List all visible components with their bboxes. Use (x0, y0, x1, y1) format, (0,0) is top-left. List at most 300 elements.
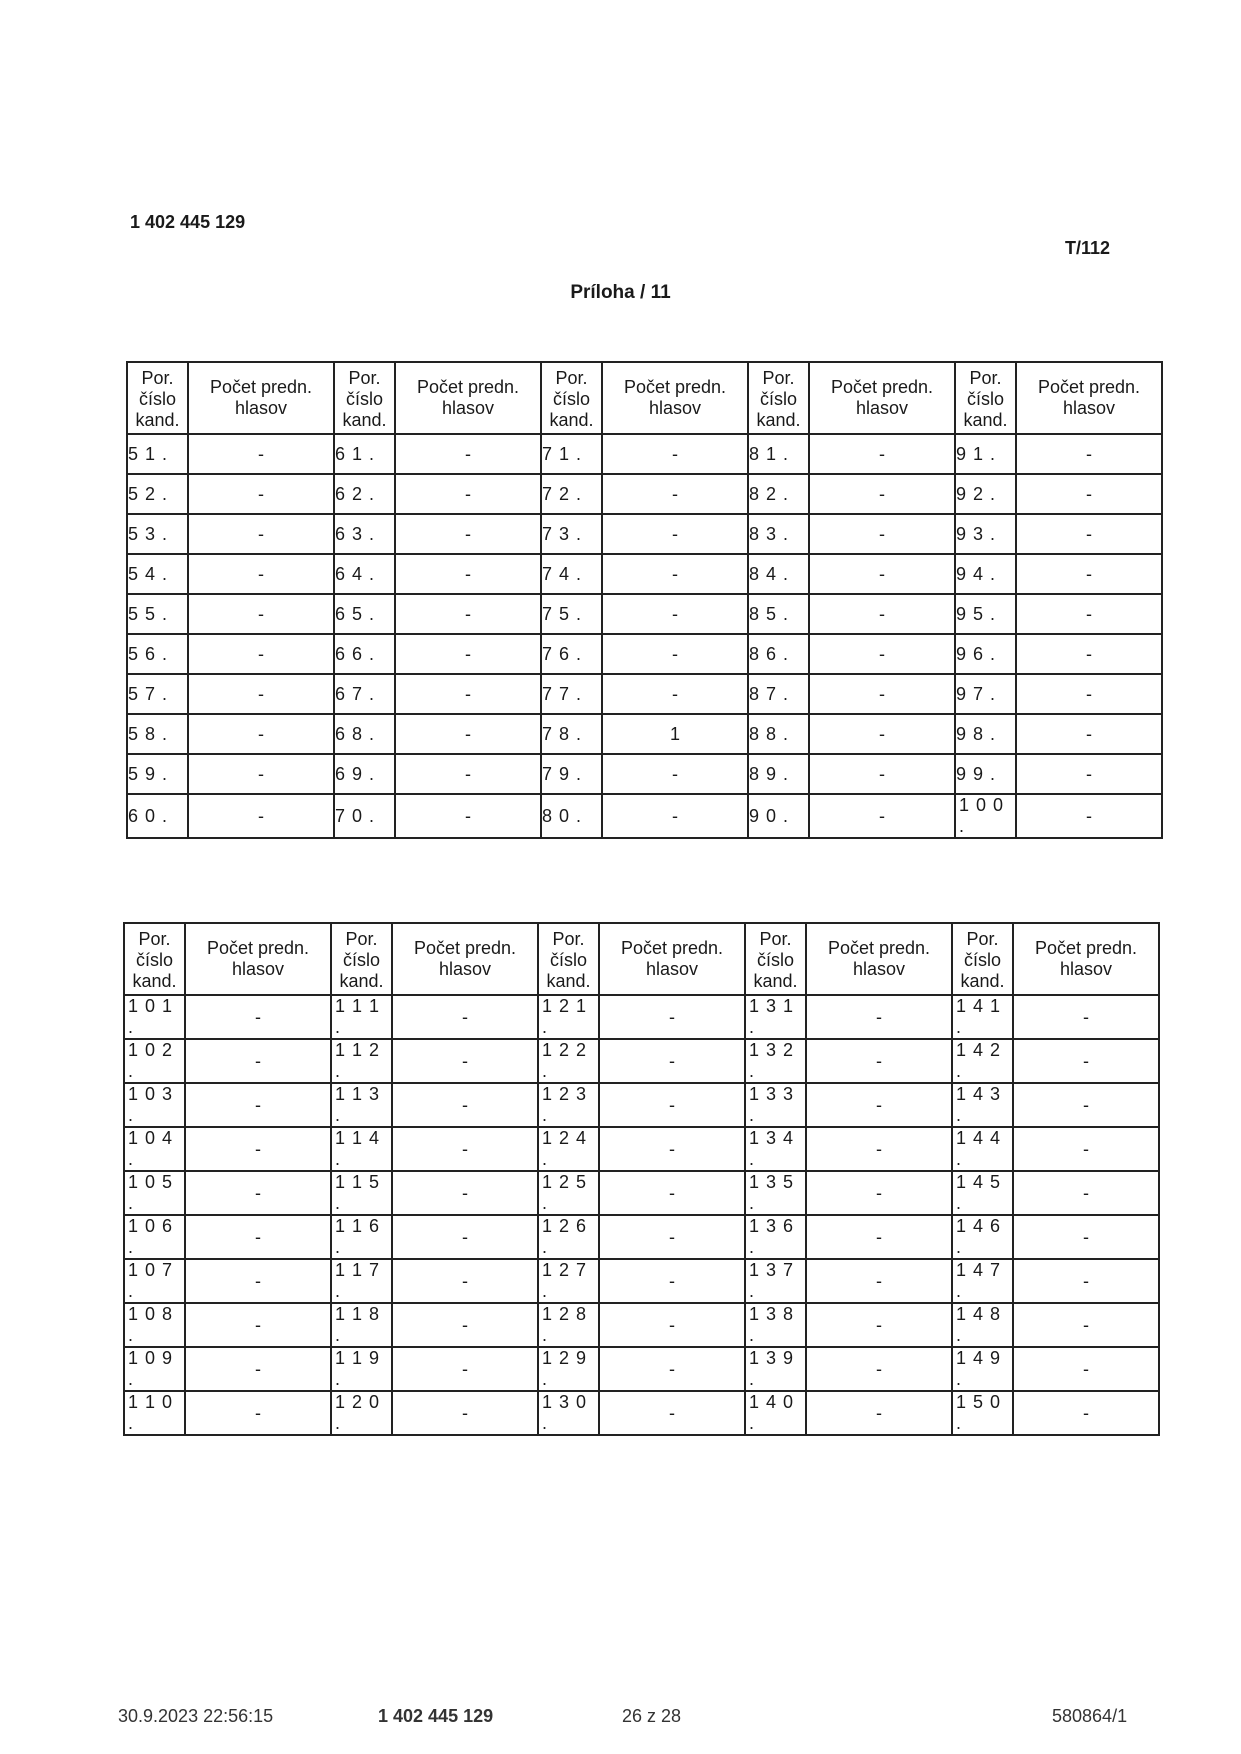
preference-votes-cell: - (185, 1215, 331, 1259)
candidate-number-cell: 1 3 9 . (745, 1347, 806, 1391)
header-line: Počet predn. (620, 938, 724, 958)
table-row (127, 674, 1162, 714)
table-row (127, 714, 1162, 754)
preference-votes-cell: - (1013, 1391, 1159, 1435)
preference-votes-cell: - (392, 1083, 538, 1127)
candidate-number-cell: 1 3 5 . (745, 1171, 806, 1215)
candidate-number-cell: 1 0 3 . (124, 1083, 185, 1127)
preference-votes-cell: - (599, 995, 745, 1039)
column-header-candidate-number (334, 362, 395, 434)
candidate-number-cell: 7 0 . (334, 794, 395, 838)
candidate-number-cell: 1 2 8 . (538, 1303, 599, 1347)
table-row (127, 474, 1162, 514)
candidate-number-cell: 9 9 . (955, 754, 1016, 794)
header-line: hlasov (648, 398, 702, 418)
preference-votes-cell: - (806, 1391, 952, 1435)
candidate-number-cell: 1 1 8 . (331, 1303, 392, 1347)
header-line: číslo (345, 388, 383, 409)
preference-votes-cell: - (1016, 794, 1162, 838)
preference-votes-cell: - (395, 514, 541, 554)
candidate-number-cell: 9 7 . (955, 674, 1016, 714)
header-line: hlasov (855, 398, 909, 418)
candidate-number-cell: 1 4 1 . (952, 995, 1013, 1039)
table-row (127, 794, 1162, 838)
column-header-preference-votes (395, 362, 541, 434)
header-line: číslo (966, 388, 1004, 409)
candidate-number-cell: 5 2 . (127, 474, 188, 514)
header-line: Počet predn. (206, 938, 310, 958)
header-line: číslo (963, 949, 1001, 970)
candidate-number-cell: 9 1 . (955, 434, 1016, 474)
preference-votes-cell: - (806, 995, 952, 1039)
candidate-number-cell: 9 4 . (955, 554, 1016, 594)
table-row (124, 1347, 1159, 1391)
candidate-number-cell: 1 3 6 . (745, 1215, 806, 1259)
candidate-number-cell: 1 1 5 . (331, 1171, 392, 1215)
column-header-candidate-number (541, 362, 602, 434)
candidate-number-cell: 5 4 . (127, 554, 188, 594)
candidate-number-cell: 5 1 . (127, 434, 188, 474)
header-line: číslo (756, 949, 794, 970)
header-line: Por. (759, 928, 792, 949)
header-line: kand. (132, 970, 177, 991)
preference-votes-cell: - (395, 634, 541, 674)
header-line: Počet predn. (827, 938, 931, 958)
candidate-number-cell: 9 5 . (955, 594, 1016, 634)
candidate-number-cell: 8 8 . (748, 714, 809, 754)
preference-votes-cell: - (809, 434, 955, 474)
preference-votes-cell: - (185, 1039, 331, 1083)
footer-page-number: 26 z 28 (622, 1706, 682, 1726)
header-line: kand. (549, 409, 594, 430)
candidate-number-cell: 9 3 . (955, 514, 1016, 554)
annex-title: Príloha / 11 (570, 282, 671, 303)
header-line: číslo (759, 388, 797, 409)
preference-votes-cell: - (602, 674, 748, 714)
candidate-number-cell: 1 0 6 . (124, 1215, 185, 1259)
table-row (127, 554, 1162, 594)
table-row (124, 1127, 1159, 1171)
header-line: Počet predn. (209, 377, 313, 397)
candidate-number-cell: 1 4 9 . (952, 1347, 1013, 1391)
candidate-number-cell: 1 0 8 . (124, 1303, 185, 1347)
preference-votes-cell: - (188, 674, 334, 714)
header-line: hlasov (231, 959, 285, 979)
preference-votes-cell: - (1013, 1215, 1159, 1259)
header-line: kand. (339, 970, 384, 991)
preference-votes-cell: - (809, 714, 955, 754)
header-line: kand. (960, 970, 1005, 991)
candidate-number-cell: 1 3 7 . (745, 1259, 806, 1303)
candidate-number-cell: 1 0 2 . (124, 1039, 185, 1083)
candidate-number-cell: 9 8 . (955, 714, 1016, 754)
column-header-preference-votes (809, 362, 955, 434)
header-line: kand. (342, 409, 387, 430)
preference-votes-cell: - (599, 1039, 745, 1083)
candidate-number-cell: 1 3 3 . (745, 1083, 806, 1127)
candidate-number-cell: 1 4 5 . (952, 1171, 1013, 1215)
preference-votes-cell: - (809, 594, 955, 634)
candidate-number-cell: 7 4 . (541, 554, 602, 594)
header-line: Por. (762, 367, 795, 388)
preference-votes-cell: - (188, 474, 334, 514)
candidate-number-cell: 1 1 0 . (124, 1391, 185, 1435)
table-row (124, 1171, 1159, 1215)
table-row (124, 1259, 1159, 1303)
header-line: kand. (756, 409, 801, 430)
column-header-candidate-number (952, 923, 1013, 995)
candidate-number-cell: 7 8 . (541, 714, 602, 754)
candidate-number-cell: 1 2 9 . (538, 1347, 599, 1391)
preference-votes-cell: - (185, 1127, 331, 1171)
header-line: Počet predn. (1034, 938, 1138, 958)
preference-votes-cell: - (809, 674, 955, 714)
candidate-number-cell: 6 6 . (334, 634, 395, 674)
header-line: Počet predn. (1037, 377, 1141, 397)
header-line: Por. (555, 367, 588, 388)
preference-votes-cell: - (1013, 1171, 1159, 1215)
header-row (124, 923, 1159, 995)
column-header-preference-votes (1013, 923, 1159, 995)
candidate-number-cell: 9 6 . (955, 634, 1016, 674)
preference-votes-cell: - (602, 794, 748, 838)
preference-votes-cell: - (1013, 1303, 1159, 1347)
preference-votes-cell: - (185, 995, 331, 1039)
preference-votes-cell: - (188, 594, 334, 634)
candidate-number-cell: 6 8 . (334, 714, 395, 754)
footer-document-id: 1 402 445 129 (378, 1706, 494, 1726)
header-line: číslo (342, 949, 380, 970)
candidate-number-cell: 5 3 . (127, 514, 188, 554)
header-line: Por. (138, 928, 171, 949)
preference-votes-cell: - (392, 1039, 538, 1083)
preference-votes-cell: - (188, 794, 334, 838)
preference-votes-cell: - (599, 1259, 745, 1303)
preference-votes-cell: - (602, 594, 748, 634)
preference-votes-cell: - (602, 434, 748, 474)
header-line: hlasov (1062, 398, 1116, 418)
preference-votes-cell: - (1016, 634, 1162, 674)
header-line: hlasov (234, 398, 288, 418)
candidate-number-cell: 1 1 1 . (331, 995, 392, 1039)
candidate-number-cell: 6 0 . (127, 794, 188, 838)
column-header-preference-votes (599, 923, 745, 995)
candidate-number-cell: 1 0 5 . (124, 1171, 185, 1215)
table-row (127, 754, 1162, 794)
header-line: hlasov (438, 959, 492, 979)
candidate-number-cell: 1 0 0 . (955, 794, 1016, 838)
candidate-number-cell: 6 2 . (334, 474, 395, 514)
candidate-number-cell: 6 1 . (334, 434, 395, 474)
candidate-number-cell: 1 1 2 . (331, 1039, 392, 1083)
preference-votes-cell: - (1013, 1039, 1159, 1083)
preference-votes-cell: - (395, 794, 541, 838)
candidate-number-cell: 1 1 6 . (331, 1215, 392, 1259)
preference-votes-cell: - (188, 434, 334, 474)
table-row (127, 634, 1162, 674)
header-line: Počet predn. (623, 377, 727, 397)
table-row (127, 434, 1162, 474)
candidate-number-cell: 1 2 7 . (538, 1259, 599, 1303)
table-row (127, 594, 1162, 634)
preference-votes-cell: - (1016, 754, 1162, 794)
candidate-number-cell: 1 1 4 . (331, 1127, 392, 1171)
candidate-number-cell: 1 4 0 . (745, 1391, 806, 1435)
candidate-number-cell: 8 1 . (748, 434, 809, 474)
candidate-number-cell: 1 2 0 . (331, 1391, 392, 1435)
candidate-number-cell: 8 5 . (748, 594, 809, 634)
preference-votes-cell: - (392, 1391, 538, 1435)
candidate-number-cell: 7 7 . (541, 674, 602, 714)
candidate-number-cell: 7 2 . (541, 474, 602, 514)
candidate-number-cell: 1 3 1 . (745, 995, 806, 1039)
preference-votes-cell: - (806, 1303, 952, 1347)
candidate-number-cell: 1 4 3 . (952, 1083, 1013, 1127)
column-header-candidate-number (745, 923, 806, 995)
preference-votes-cell: - (395, 474, 541, 514)
candidate-number-cell: 8 6 . (748, 634, 809, 674)
header-line: hlasov (645, 959, 699, 979)
preference-votes-cell: - (809, 754, 955, 794)
header-line: Por. (552, 928, 585, 949)
column-header-candidate-number (955, 362, 1016, 434)
candidate-number-cell: 6 4 . (334, 554, 395, 594)
candidate-number-cell: 1 2 2 . (538, 1039, 599, 1083)
column-header-preference-votes (1016, 362, 1162, 434)
header-line: Por. (345, 928, 378, 949)
preference-votes-cell: - (1016, 474, 1162, 514)
preference-votes-cell: - (1013, 995, 1159, 1039)
sheet-code: T/112 (1064, 238, 1110, 258)
candidate-number-cell: 6 7 . (334, 674, 395, 714)
candidate-number-cell: 1 0 7 . (124, 1259, 185, 1303)
candidate-number-cell: 1 3 2 . (745, 1039, 806, 1083)
preference-votes-cell: - (599, 1303, 745, 1347)
column-header-candidate-number (127, 362, 188, 434)
candidate-number-cell: 1 0 1 . (124, 995, 185, 1039)
candidate-number-cell: 1 2 1 . (538, 995, 599, 1039)
column-header-preference-votes (185, 923, 331, 995)
candidate-number-cell: 5 6 . (127, 634, 188, 674)
candidate-number-cell: 7 6 . (541, 634, 602, 674)
table-row (124, 1391, 1159, 1435)
preference-votes-cell: - (599, 1171, 745, 1215)
candidate-number-cell: 1 2 6 . (538, 1215, 599, 1259)
header-line: Por. (348, 367, 381, 388)
preference-votes-cell: - (188, 714, 334, 754)
preference-votes-cell: - (1013, 1347, 1159, 1391)
column-header-candidate-number (748, 362, 809, 434)
header-line: číslo (549, 949, 587, 970)
preference-votes-table-101-150 (123, 922, 1160, 1436)
candidate-number-cell: 1 2 4 . (538, 1127, 599, 1171)
preference-votes-cell: - (1013, 1083, 1159, 1127)
preference-votes-cell: - (809, 634, 955, 674)
candidate-number-cell: 7 1 . (541, 434, 602, 474)
preference-votes-cell: - (188, 634, 334, 674)
preference-votes-cell: - (602, 514, 748, 554)
column-header-candidate-number (331, 923, 392, 995)
preference-votes-cell: - (599, 1215, 745, 1259)
preference-votes-cell: - (185, 1391, 331, 1435)
header-line: kand. (963, 409, 1008, 430)
column-header-preference-votes (602, 362, 748, 434)
column-header-preference-votes (392, 923, 538, 995)
candidate-number-cell: 9 2 . (955, 474, 1016, 514)
header-line: Počet predn. (416, 377, 520, 397)
preference-votes-cell: - (1016, 514, 1162, 554)
document-id: 1 402 445 129 (130, 212, 246, 232)
preference-votes-cell: - (185, 1171, 331, 1215)
preference-votes-cell: - (395, 594, 541, 634)
header-line: Por. (969, 367, 1002, 388)
preference-votes-cell: - (392, 1347, 538, 1391)
candidate-number-cell: 1 1 3 . (331, 1083, 392, 1127)
header-line: Por. (966, 928, 999, 949)
candidate-number-cell: 8 3 . (748, 514, 809, 554)
header-line: Por. (141, 367, 174, 388)
candidate-number-cell: 1 4 7 . (952, 1259, 1013, 1303)
candidate-number-cell: 9 0 . (748, 794, 809, 838)
preference-votes-cell: 1 (602, 714, 748, 754)
candidate-number-cell: 5 5 . (127, 594, 188, 634)
table-row (124, 995, 1159, 1039)
preference-votes-cell: - (188, 554, 334, 594)
preference-votes-cell: - (602, 554, 748, 594)
preference-votes-cell: - (1013, 1259, 1159, 1303)
column-header-preference-votes (188, 362, 334, 434)
preference-votes-table-51-100 (126, 361, 1163, 839)
candidate-number-cell: 1 4 6 . (952, 1215, 1013, 1259)
preference-votes-cell: - (809, 794, 955, 838)
preference-votes-cell: - (1016, 594, 1162, 634)
candidate-number-cell: 6 9 . (334, 754, 395, 794)
preference-votes-cell: - (1016, 434, 1162, 474)
candidate-number-cell: 1 2 3 . (538, 1083, 599, 1127)
column-header-candidate-number (124, 923, 185, 995)
preference-votes-cell: - (392, 995, 538, 1039)
candidate-number-cell: 1 4 4 . (952, 1127, 1013, 1171)
preference-votes-cell: - (599, 1347, 745, 1391)
candidate-number-cell: 6 5 . (334, 594, 395, 634)
candidate-number-cell: 5 7 . (127, 674, 188, 714)
preference-votes-cell: - (602, 634, 748, 674)
preference-votes-cell: - (602, 474, 748, 514)
candidate-number-cell: 1 1 9 . (331, 1347, 392, 1391)
candidate-number-cell: 8 2 . (748, 474, 809, 514)
header-line: hlasov (852, 959, 906, 979)
candidate-number-cell: 8 4 . (748, 554, 809, 594)
preference-votes-cell: - (392, 1171, 538, 1215)
preference-votes-cell: - (806, 1171, 952, 1215)
preference-votes-cell: - (185, 1347, 331, 1391)
header-line: Počet predn. (830, 377, 934, 397)
footer-datetime: 30.9.2023 22:56:15 (118, 1706, 274, 1726)
preference-votes-cell: - (806, 1039, 952, 1083)
preference-votes-cell: - (395, 754, 541, 794)
candidate-number-cell: 5 8 . (127, 714, 188, 754)
preference-votes-cell: - (395, 554, 541, 594)
preference-votes-cell: - (806, 1127, 952, 1171)
preference-votes-cell: - (395, 434, 541, 474)
preference-votes-cell: - (806, 1259, 952, 1303)
preference-votes-cell: - (395, 714, 541, 754)
candidate-number-cell: 5 9 . (127, 754, 188, 794)
header-line: číslo (135, 949, 173, 970)
preference-votes-cell: - (599, 1391, 745, 1435)
preference-votes-cell: - (1016, 674, 1162, 714)
table-row (124, 1039, 1159, 1083)
preference-votes-cell: - (806, 1347, 952, 1391)
candidate-number-cell: 1 1 7 . (331, 1259, 392, 1303)
preference-votes-cell: - (1013, 1127, 1159, 1171)
header-line: hlasov (441, 398, 495, 418)
preference-votes-cell: - (188, 754, 334, 794)
candidate-number-cell: 1 2 5 . (538, 1171, 599, 1215)
preference-votes-cell: - (1016, 714, 1162, 754)
preference-votes-cell: - (185, 1303, 331, 1347)
header-line: kand. (135, 409, 180, 430)
column-header-preference-votes (806, 923, 952, 995)
header-line: kand. (546, 970, 591, 991)
preference-votes-cell: - (599, 1127, 745, 1171)
preference-votes-cell: - (599, 1083, 745, 1127)
candidate-number-cell: 8 9 . (748, 754, 809, 794)
footer-reference: 580864/1 (1052, 1706, 1128, 1726)
table-row (124, 1215, 1159, 1259)
preference-votes-cell: - (809, 514, 955, 554)
candidate-number-cell: 6 3 . (334, 514, 395, 554)
preference-votes-cell: - (392, 1127, 538, 1171)
header-line: Počet predn. (413, 938, 517, 958)
candidate-number-cell: 1 0 9 . (124, 1347, 185, 1391)
header-line: kand. (753, 970, 798, 991)
header-line: číslo (138, 388, 176, 409)
preference-votes-cell: - (395, 674, 541, 714)
header-row (127, 362, 1162, 434)
candidate-number-cell: 1 3 8 . (745, 1303, 806, 1347)
candidate-number-cell: 1 0 4 . (124, 1127, 185, 1171)
preference-votes-cell: - (809, 554, 955, 594)
preference-votes-cell: - (1016, 554, 1162, 594)
header-line: hlasov (1059, 959, 1113, 979)
preference-votes-cell: - (806, 1083, 952, 1127)
table-row (127, 514, 1162, 554)
column-header-candidate-number (538, 923, 599, 995)
candidate-number-cell: 8 0 . (541, 794, 602, 838)
table-row (124, 1083, 1159, 1127)
preference-votes-cell: - (806, 1215, 952, 1259)
preference-votes-cell: - (185, 1259, 331, 1303)
candidate-number-cell: 1 4 8 . (952, 1303, 1013, 1347)
table-row (124, 1303, 1159, 1347)
preference-votes-cell: - (188, 514, 334, 554)
preference-votes-cell: - (185, 1083, 331, 1127)
candidate-number-cell: 7 9 . (541, 754, 602, 794)
candidate-number-cell: 1 5 0 . (952, 1391, 1013, 1435)
candidate-number-cell: 8 7 . (748, 674, 809, 714)
candidate-number-cell: 1 4 2 . (952, 1039, 1013, 1083)
preference-votes-cell: - (392, 1259, 538, 1303)
candidate-number-cell: 7 3 . (541, 514, 602, 554)
preference-votes-cell: - (392, 1303, 538, 1347)
candidate-number-cell: 1 3 4 . (745, 1127, 806, 1171)
candidate-number-cell: 1 3 0 . (538, 1391, 599, 1435)
header-line: číslo (552, 388, 590, 409)
preference-votes-cell: - (809, 474, 955, 514)
candidate-number-cell: 7 5 . (541, 594, 602, 634)
preference-votes-cell: - (602, 754, 748, 794)
